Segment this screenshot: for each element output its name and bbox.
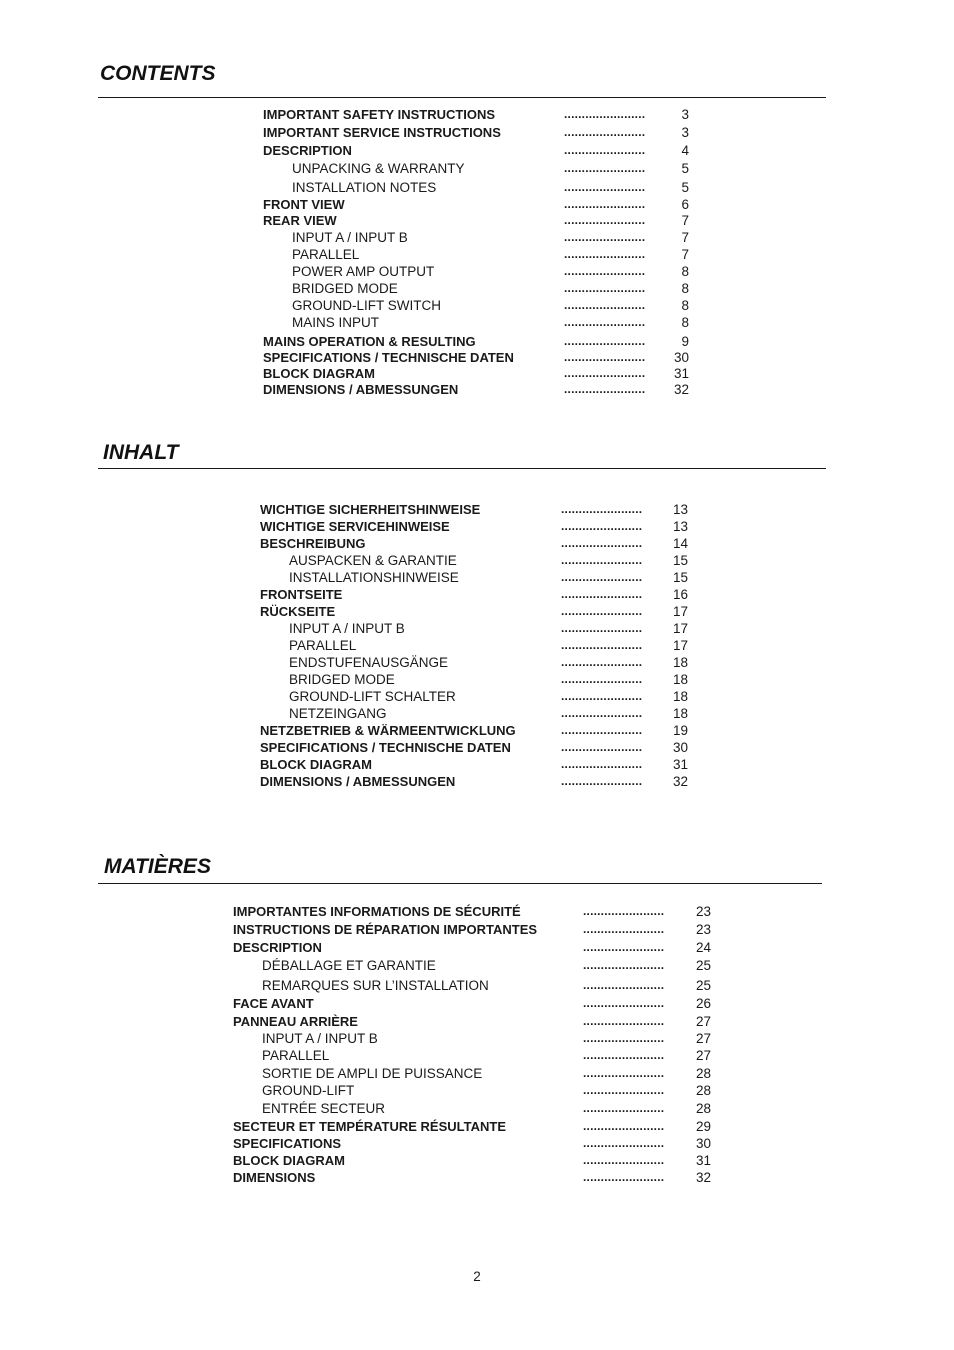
toc-page-number: 18 <box>672 689 688 704</box>
toc-dot-leader: ....................... <box>583 940 665 954</box>
toc-entry-label: BLOCK DIAGRAM <box>263 366 375 381</box>
toc-page-number: 8 <box>681 315 689 330</box>
toc-dot-leader: ....................... <box>583 996 665 1010</box>
toc-entry-label: IMPORTANTES INFORMATIONS DE SÉCURITÉ <box>233 904 521 919</box>
toc-page-number: 17 <box>672 638 688 653</box>
toc-dot-leader: ....................... <box>561 757 643 771</box>
toc-page-number: 8 <box>681 281 689 296</box>
toc-entry <box>233 957 711 975</box>
toc-page-number: 28 <box>695 1066 711 1081</box>
toc-dot-leader: ....................... <box>564 107 646 121</box>
toc-entry-label: ENTRÉE SECTEUR <box>262 1101 386 1116</box>
toc-dot-leader: ....................... <box>564 143 646 157</box>
toc-entry-label: DIMENSIONS / ABMESSUNGEN <box>260 774 456 789</box>
toc-dot-leader: ....................... <box>583 1170 665 1184</box>
heading-rule <box>98 883 822 884</box>
toc-entry-label: ENDSTUFENAUSGÄNGE <box>289 655 449 670</box>
section-heading: CONTENTS <box>100 62 216 85</box>
toc-page-number: 27 <box>695 1048 711 1063</box>
toc-dot-leader: ....................... <box>564 230 646 244</box>
toc-page-number: 13 <box>672 519 688 534</box>
toc-entry-label: GROUND-LIFT SWITCH <box>292 298 441 313</box>
toc-page-number: 17 <box>672 604 688 619</box>
toc-entry-label: PARALLEL <box>292 247 360 262</box>
toc-page-number: 25 <box>695 958 711 973</box>
section-heading: MATIÈRES <box>104 855 211 878</box>
toc-entry-label: BESCHREIBUNG <box>260 536 366 551</box>
toc-entry-label: INSTALLATIONSHINWEISE <box>289 570 459 585</box>
toc-entry-label: FACE AVANT <box>233 996 314 1011</box>
toc-dot-leader: ....................... <box>583 1048 665 1062</box>
toc-page-number: 5 <box>681 180 689 195</box>
toc-page-number: 31 <box>673 366 689 381</box>
toc-dot-leader: ....................... <box>564 125 646 139</box>
toc-entry-label: DESCRIPTION <box>263 143 352 158</box>
toc-page-number: 17 <box>672 621 688 636</box>
toc-entry <box>233 995 711 1013</box>
toc-page-number: 6 <box>681 197 689 212</box>
toc-page-number: 31 <box>672 757 688 772</box>
toc-dot-leader: ....................... <box>564 197 646 211</box>
toc-page-number: 23 <box>695 904 711 919</box>
toc-dot-leader: ....................... <box>561 774 643 788</box>
toc-entry-label: IMPORTANT SERVICE INSTRUCTIONS <box>263 125 501 140</box>
toc-entry-label: UNPACKING & WARRANTY <box>292 161 465 176</box>
toc-page-number: 7 <box>681 247 689 262</box>
toc-entry-label: NETZBETRIEB & WÄRMEENTWICKLUNG <box>260 723 516 738</box>
toc-dot-leader: ....................... <box>564 264 646 278</box>
toc-entry <box>263 381 689 399</box>
toc-dot-leader: ....................... <box>564 382 646 396</box>
toc-page-number: 3 <box>681 125 689 140</box>
toc-entry <box>233 977 711 995</box>
toc-entry-label: WICHTIGE SICHERHEITSHINWEISE <box>260 502 481 517</box>
toc-dot-leader: ....................... <box>564 315 646 329</box>
toc-entry <box>263 160 689 178</box>
toc-entry-label: INSTALLATION NOTES <box>292 180 437 195</box>
toc-entry-label: PARALLEL <box>289 638 357 653</box>
toc-entry <box>263 142 689 160</box>
toc-dot-leader: ....................... <box>561 655 643 669</box>
toc-page-number: 9 <box>681 334 689 349</box>
toc-dot-leader: ....................... <box>564 161 646 175</box>
toc-page-number: 30 <box>695 1136 711 1151</box>
toc-page-number: 30 <box>673 350 689 365</box>
toc-entry <box>233 1100 711 1118</box>
toc-dot-leader: ....................... <box>583 978 665 992</box>
toc-page-number: 31 <box>695 1153 711 1168</box>
toc-page-number: 7 <box>681 213 689 228</box>
toc-page-number: 26 <box>695 996 711 1011</box>
toc-page-number: 27 <box>695 1014 711 1029</box>
toc-entry <box>263 314 689 332</box>
toc-dot-leader: ....................... <box>564 213 646 227</box>
toc-page-number: 32 <box>673 382 689 397</box>
toc-dot-leader: ....................... <box>564 247 646 261</box>
toc-entry-label: BRIDGED MODE <box>289 672 395 687</box>
toc-dot-leader: ....................... <box>583 904 665 918</box>
toc-dot-leader: ....................... <box>561 723 643 737</box>
toc-entry-label: IMPORTANT SAFETY INSTRUCTIONS <box>263 107 496 122</box>
toc-dot-leader: ....................... <box>583 922 665 936</box>
toc-page-number: 29 <box>695 1119 711 1134</box>
toc-dot-leader: ....................... <box>561 706 643 720</box>
toc-entry-label: WICHTIGE SERVICEHINWEISE <box>260 519 450 534</box>
toc-entry-label: MAINS INPUT <box>292 315 380 330</box>
toc-entry-label: SPECIFICATIONS / TECHNISCHE DATEN <box>263 350 514 365</box>
toc-dot-leader: ....................... <box>583 1119 665 1133</box>
toc-dot-leader: ....................... <box>561 502 643 516</box>
toc-dot-leader: ....................... <box>583 1153 665 1167</box>
toc-entry-label: REMARQUES SUR L’INSTALLATION <box>262 978 489 993</box>
toc-entry-label: BLOCK DIAGRAM <box>233 1153 345 1168</box>
toc-dot-leader: ....................... <box>583 1136 665 1150</box>
toc-dot-leader: ....................... <box>564 298 646 312</box>
toc-page-number: 7 <box>681 230 689 245</box>
toc-entry-label: RÜCKSEITE <box>260 604 336 619</box>
toc-page-number: 8 <box>681 298 689 313</box>
toc-dot-leader: ....................... <box>561 570 643 584</box>
toc-dot-leader: ....................... <box>561 621 643 635</box>
toc-entry-label: DESCRIPTION <box>233 940 322 955</box>
toc-page-number: 28 <box>695 1101 711 1116</box>
toc-page-number: 8 <box>681 264 689 279</box>
toc-dot-leader: ....................... <box>583 1101 665 1115</box>
toc-page-number: 32 <box>695 1170 711 1185</box>
toc-entry-label: GROUND-LIFT SCHALTER <box>289 689 456 704</box>
toc-dot-leader: ....................... <box>583 958 665 972</box>
toc-dot-leader: ....................... <box>561 672 643 686</box>
toc-entry-label: FRONT VIEW <box>263 197 345 212</box>
toc-entry-label: MAINS OPERATION & RESULTING <box>263 334 476 349</box>
toc-entry-label: BLOCK DIAGRAM <box>260 757 372 772</box>
toc-dot-leader: ....................... <box>583 1031 665 1045</box>
toc-entry-label: PANNEAU ARRIÈRE <box>233 1014 358 1029</box>
toc-page-number: 23 <box>695 922 711 937</box>
toc-entry <box>263 124 689 142</box>
heading-rule <box>98 468 826 469</box>
toc-page-number: 14 <box>672 536 688 551</box>
toc-dot-leader: ....................... <box>561 740 643 754</box>
toc-entry-label: AUSPACKEN & GARANTIE <box>289 553 457 568</box>
toc-entry <box>233 939 711 957</box>
toc-dot-leader: ....................... <box>564 180 646 194</box>
toc-entry-label: POWER AMP OUTPUT <box>292 264 435 279</box>
toc-page-number: 27 <box>695 1031 711 1046</box>
toc-page-number: 16 <box>672 587 688 602</box>
toc-dot-leader: ....................... <box>583 1014 665 1028</box>
toc-page-number: 15 <box>672 553 688 568</box>
toc-dot-leader: ....................... <box>561 536 643 550</box>
toc-entry-label: DIMENSIONS <box>233 1170 316 1185</box>
toc-dot-leader: ....................... <box>583 1066 665 1080</box>
toc-dot-leader: ....................... <box>564 334 646 348</box>
toc-dot-leader: ....................... <box>561 604 643 618</box>
toc-entry-label: SPECIFICATIONS / TECHNISCHE DATEN <box>260 740 511 755</box>
toc-entry-label: SORTIE DE AMPLI DE PUISSANCE <box>262 1066 483 1081</box>
toc-page-number: 13 <box>672 502 688 517</box>
toc-entry-label: INPUT A / INPUT B <box>289 621 405 636</box>
toc-entry-label: SECTEUR ET TEMPÉRATURE RÉSULTANTE <box>233 1119 507 1134</box>
toc-page-number: 4 <box>681 143 689 158</box>
toc-entry <box>233 1082 711 1100</box>
page-number: 2 <box>473 1269 481 1284</box>
toc-entry <box>233 903 711 921</box>
toc-entry <box>233 1047 711 1065</box>
toc-page-number: 30 <box>672 740 688 755</box>
toc-dot-leader: ....................... <box>561 553 643 567</box>
toc-entry <box>260 773 688 791</box>
toc-entry-label: SPECIFICATIONS <box>233 1136 342 1151</box>
toc-entry-label: DIMENSIONS / ABMESSUNGEN <box>263 382 459 397</box>
toc-entry-label: BRIDGED MODE <box>292 281 398 296</box>
toc-dot-leader: ....................... <box>564 350 646 364</box>
toc-page-number: 18 <box>672 706 688 721</box>
toc-dot-leader: ....................... <box>561 587 643 601</box>
toc-entry-label: INPUT A / INPUT B <box>292 230 408 245</box>
toc-page-number: 15 <box>672 570 688 585</box>
toc-entry-label: FRONTSEITE <box>260 587 343 602</box>
toc-entry-label: PARALLEL <box>262 1048 330 1063</box>
toc-dot-leader: ....................... <box>564 366 646 380</box>
toc-dot-leader: ....................... <box>564 281 646 295</box>
toc-page-number: 25 <box>695 978 711 993</box>
toc-dot-leader: ....................... <box>561 519 643 533</box>
toc-page-number: 32 <box>672 774 688 789</box>
toc-dot-leader: ....................... <box>561 638 643 652</box>
toc-entry-label: INPUT A / INPUT B <box>262 1031 378 1046</box>
section-heading: INHALT <box>103 441 179 464</box>
toc-entry-label: REAR VIEW <box>263 213 337 228</box>
toc-entry <box>233 1169 711 1187</box>
toc-dot-leader: ....................... <box>561 689 643 703</box>
toc-page-number: 3 <box>681 107 689 122</box>
toc-entry <box>233 921 711 939</box>
toc-entry-label: NETZEINGANG <box>289 706 387 721</box>
toc-entry <box>263 106 689 124</box>
toc-page-number: 18 <box>672 655 688 670</box>
toc-dot-leader: ....................... <box>583 1083 665 1097</box>
toc-page-number: 24 <box>695 940 711 955</box>
toc-entry-label: DÉBALLAGE ET GARANTIE <box>262 958 436 973</box>
toc-entry-label: INSTRUCTIONS DE RÉPARATION IMPORTANTES <box>233 922 538 937</box>
heading-rule <box>98 97 826 98</box>
toc-page-number: 19 <box>672 723 688 738</box>
toc-page-number: 18 <box>672 672 688 687</box>
toc-entry-label: GROUND-LIFT <box>262 1083 355 1098</box>
toc-page-number: 28 <box>695 1083 711 1098</box>
toc-page-number: 5 <box>681 161 689 176</box>
